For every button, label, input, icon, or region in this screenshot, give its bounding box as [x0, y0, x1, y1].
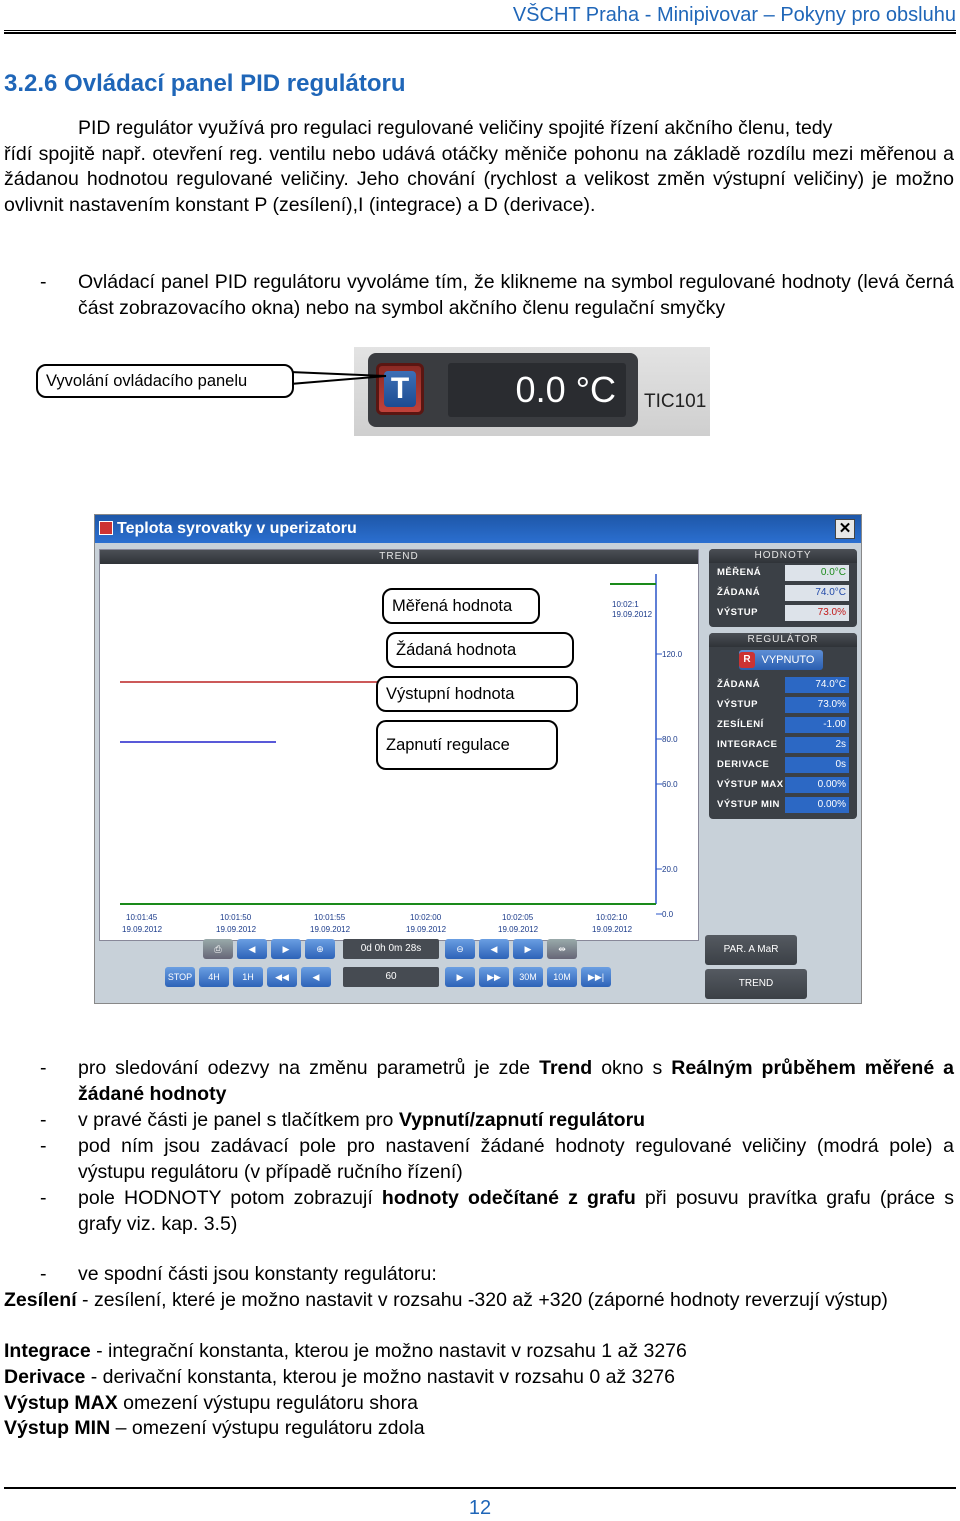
y-tick-label: 120.0 [662, 650, 683, 659]
constant-desc: - zesílení, které je možno nastavit v rozsahu -320 až +320 (záporné hodnoty reverzují výstup) [76, 1289, 888, 1311]
bullet-dash: - [40, 1057, 47, 1079]
intro-rest: řídí spojitě např. otevření reg. ventilu nebo udává otáčky měniče pohonu na základě rozdílu mezi měřenou a žádanou hodnotou regulované veličiny. Jeho chování (rychlost a velikost změn výstupní veličiny) je možno ovlivnit nastavením konstant P (zesílení),I (integrace) a D (derivace). [4, 142, 954, 216]
ruler-icon[interactable]: ⇹ [547, 939, 577, 959]
bullet-plain-text: pro sledování odezvy na změnu parametrů je zde [78, 1057, 540, 1079]
constant-item [4, 1391, 956, 1417]
close-icon[interactable]: ✕ [835, 519, 855, 539]
bullet-bold-text: Trend [539, 1057, 593, 1079]
regulator-panel [709, 633, 857, 819]
x-tick-date: 19.09.2012 [216, 925, 257, 934]
bullet-text [78, 1108, 954, 1134]
x-tick-time: 10:02:00 [410, 913, 442, 922]
callout-merena [382, 588, 540, 624]
regulator-value-field[interactable]: 0s [785, 757, 849, 773]
bullet-bold-text: Vypnutí/zapnutí regulátoru [398, 1109, 646, 1131]
regulator-label: ZESÍLENÍ [717, 719, 764, 730]
window-app-icon [99, 521, 113, 535]
callout-pointer-vyvolani [290, 372, 386, 384]
regulator-toggle-label: VYPNUTO [761, 654, 815, 666]
bullet-dash: - [40, 271, 47, 293]
constant-item [4, 1339, 956, 1365]
par-mar-button[interactable]: PAR. A MaR [705, 935, 797, 965]
callout-zapnuti-text: Zapnutí regulace [386, 735, 510, 754]
constant-desc: omezení výstupu regulátoru shora [117, 1392, 419, 1414]
bullet-dash: - [40, 1135, 47, 1157]
hodnoty-label: ŽÁDANÁ [717, 587, 761, 598]
bullet-bold-text: hodnoty odečítané z grafu [381, 1187, 636, 1209]
x-tick-time: 10:01:45 [126, 913, 158, 922]
callout-zapnuti [376, 720, 558, 770]
constant-term: Výstup MAX [4, 1392, 118, 1414]
regulator-value-field[interactable]: -1.00 [785, 717, 849, 733]
page-header: VŠCHT Praha - Minipivovar – Pokyny pro obsluhu [512, 4, 956, 26]
regulator-label: VÝSTUP MIN [717, 799, 780, 810]
end-icon[interactable]: ▶▶| [581, 967, 611, 987]
hodnoty-value-field: 74.0°C [785, 585, 849, 601]
scroll-right-icon[interactable]: ▶ [513, 939, 543, 959]
regulator-value-field[interactable]: 73.0% [785, 697, 849, 713]
regulator-row [709, 775, 857, 795]
trend-x-ticks [122, 913, 633, 934]
callout-vyvolani-text: Vyvolání ovládacího panelu [46, 371, 248, 390]
range-1h-button[interactable]: 1H [233, 967, 263, 987]
constant-term: Výstup MIN [4, 1417, 111, 1439]
range-30m-button[interactable]: 30M [513, 967, 543, 987]
constant-desc: – omezení výstupu regulátoru zdola [110, 1417, 425, 1439]
regulator-toggle-row [709, 647, 857, 675]
section-title: 3.2.6 Ovládací panel PID regulátoru [4, 70, 406, 97]
btn-r-icon: R [739, 652, 755, 668]
trend-toolbar [99, 935, 819, 999]
constant-desc: - derivační konstanta, kterou je možno nastavit v rozsahu 0 až 3276 [85, 1366, 675, 1388]
callout-merena-text: Měřená hodnota [392, 596, 513, 615]
forward-icon[interactable]: ▶ [445, 967, 475, 987]
regulator-row [709, 795, 857, 815]
constant-item [4, 1365, 956, 1391]
stop-button[interactable]: STOP [165, 967, 195, 987]
hodnoty-row [709, 563, 857, 583]
regulator-label: VÝSTUP MAX [717, 779, 784, 790]
bullet-text [78, 1186, 954, 1237]
regulator-row [709, 755, 857, 775]
hodnoty-row [709, 583, 857, 603]
regulator-label: INTEGRACE [717, 739, 778, 750]
bullet-text [78, 1056, 954, 1107]
intro-line1: PID regulátor využívá pro regulaci regulované veličiny spojité řízení akčního členu, tedy [78, 117, 833, 139]
prev-icon[interactable]: ◀ [237, 939, 267, 959]
constant-term: Zesílení [4, 1289, 77, 1311]
bullet-dash: - [40, 1109, 47, 1131]
regulator-header: REGULÁTOR [709, 633, 857, 647]
constant-term: Derivace [4, 1366, 86, 1388]
bullet-item [40, 1186, 954, 1237]
window-title: Teplota syrovatky v uperizatoru [117, 520, 357, 537]
x-tick-time: 10:02:05 [502, 913, 534, 922]
trend-y-ticks [656, 650, 683, 919]
regulator-toggle-button[interactable] [739, 650, 823, 670]
footer-rule [4, 1487, 956, 1489]
regulator-label: DERIVACE [717, 759, 770, 770]
trend-header: TREND [100, 550, 698, 564]
y-tick-label: 0.0 [662, 910, 674, 919]
regulator-label: ŽÁDANÁ [717, 679, 761, 690]
y-tick-label: 20.0 [662, 865, 678, 874]
callout-vystupni [376, 676, 578, 712]
bullet-plain-text: pole HODNOTY potom zobrazují [78, 1187, 382, 1209]
regulator-row [709, 735, 857, 755]
x-tick-date: 19.09.2012 [122, 925, 163, 934]
callout-vystupni-text: Výstupní hodnota [386, 684, 515, 703]
page-number: 12 [468, 1497, 492, 1519]
x-tick-time: 10:01:55 [314, 913, 346, 922]
bullet-plain-text: okno s [592, 1057, 672, 1079]
hodnoty-label: MĚŘENÁ [717, 567, 762, 578]
rewind-icon[interactable]: ◀◀ [267, 967, 297, 987]
regulator-label: VÝSTUP [717, 699, 759, 710]
bullet-dash: - [40, 1187, 47, 1209]
bullet-plain-text: pod ním jsou zadávací pole pro nastavení žádané hodnoty regulované veličiny (modrá pole) a výstupu regulátoru (v případě ručního řízení) [78, 1135, 954, 1183]
interval-field[interactable]: 60 [343, 967, 439, 987]
x-tick-time: 10:02:10 [596, 913, 628, 922]
duration-field[interactable]: 0d 0h 0m 28s [343, 939, 439, 959]
regulator-row [709, 675, 857, 695]
regulator-value-field[interactable]: 74.0°C [785, 677, 849, 693]
bullet-item [40, 1108, 954, 1134]
hodnoty-value-field: 73.0% [785, 605, 849, 621]
x-tick-date: 19.09.2012 [592, 925, 633, 934]
bullet-bold-text: Reálným průběhem měřené a žádané hodnoty [78, 1057, 955, 1105]
hodnoty-panel [709, 549, 857, 627]
regulator-row [709, 695, 857, 715]
bullet-plain-text: při posuvu pravítka grafu (práce s grafy viz. kap. 3.5) [78, 1187, 954, 1235]
print-icon[interactable]: ⎙ [203, 939, 233, 959]
fast-forward-icon[interactable]: ▶▶ [479, 967, 509, 987]
bullet-dash: - [40, 1263, 47, 1285]
tic-letter: T [384, 371, 416, 407]
cursor-date: 19.09.2012 [612, 610, 653, 619]
zoom-in-icon[interactable]: ⊕ [305, 939, 335, 959]
constant-desc: - integrační konstanta, kterou je možno nastavit v rozsahu 1 až 3276 [90, 1340, 687, 1362]
regulator-value-field[interactable]: 0.00% [785, 797, 849, 813]
y-tick-label: 60.0 [662, 780, 678, 789]
cursor-time: 10:02:1 [612, 600, 639, 609]
bullet-constants [40, 1262, 954, 1288]
x-tick-date: 19.09.2012 [498, 925, 539, 934]
constant-item [4, 1416, 956, 1442]
range-10m-button[interactable]: 10M [547, 967, 577, 987]
x-tick-date: 19.09.2012 [310, 925, 351, 934]
callout-zadana [386, 632, 574, 668]
bullet-item [40, 1056, 954, 1107]
bullet-item [40, 1134, 954, 1185]
range-4h-button[interactable]: 4H [199, 967, 229, 987]
bullet-plain-text: v pravé části je panel s tlačítkem pro [78, 1109, 399, 1131]
x-tick-date: 19.09.2012 [406, 925, 447, 934]
trend-button[interactable]: TREND [705, 969, 807, 999]
tic-value-display: 0.0 °C [448, 363, 626, 417]
hodnoty-row [709, 603, 857, 623]
bullet-text: Ovládací panel PID regulátoru vyvoláme tím, že klikneme na symbol regulované hodnoty (levá černá část zobrazovacího okna) nebo na symbol akčního členu regulační smyčky [78, 271, 954, 319]
hodnoty-label: VÝSTUP [717, 607, 759, 618]
x-tick-time: 10:01:50 [220, 913, 252, 922]
back-icon[interactable]: ◀ [301, 967, 331, 987]
bullet-text: ve spodní části jsou konstanty regulátoru: [78, 1263, 437, 1285]
bullet-text [78, 1134, 954, 1185]
right-panel [709, 549, 857, 825]
hodnoty-value-field: 0.0°C [785, 565, 849, 581]
window-titlebar [95, 515, 861, 543]
callout-vyvolani [36, 364, 294, 398]
hodnoty-header: HODNOTY [709, 549, 857, 563]
zoom-out-icon[interactable]: ⊖ [445, 939, 475, 959]
y-tick-label: 80.0 [662, 735, 678, 744]
next-icon[interactable]: ▶ [271, 939, 301, 959]
regulator-value-field[interactable]: 0.00% [785, 777, 849, 793]
callout-zadana-text: Žádaná hodnota [396, 640, 517, 659]
tic-tag: TIC101 [644, 391, 707, 412]
constant-term: Integrace [4, 1340, 91, 1362]
constant-item [4, 1288, 956, 1314]
regulator-row [709, 715, 857, 735]
regulator-value-field[interactable]: 2s [785, 737, 849, 753]
scroll-left-icon[interactable]: ◀ [479, 939, 509, 959]
